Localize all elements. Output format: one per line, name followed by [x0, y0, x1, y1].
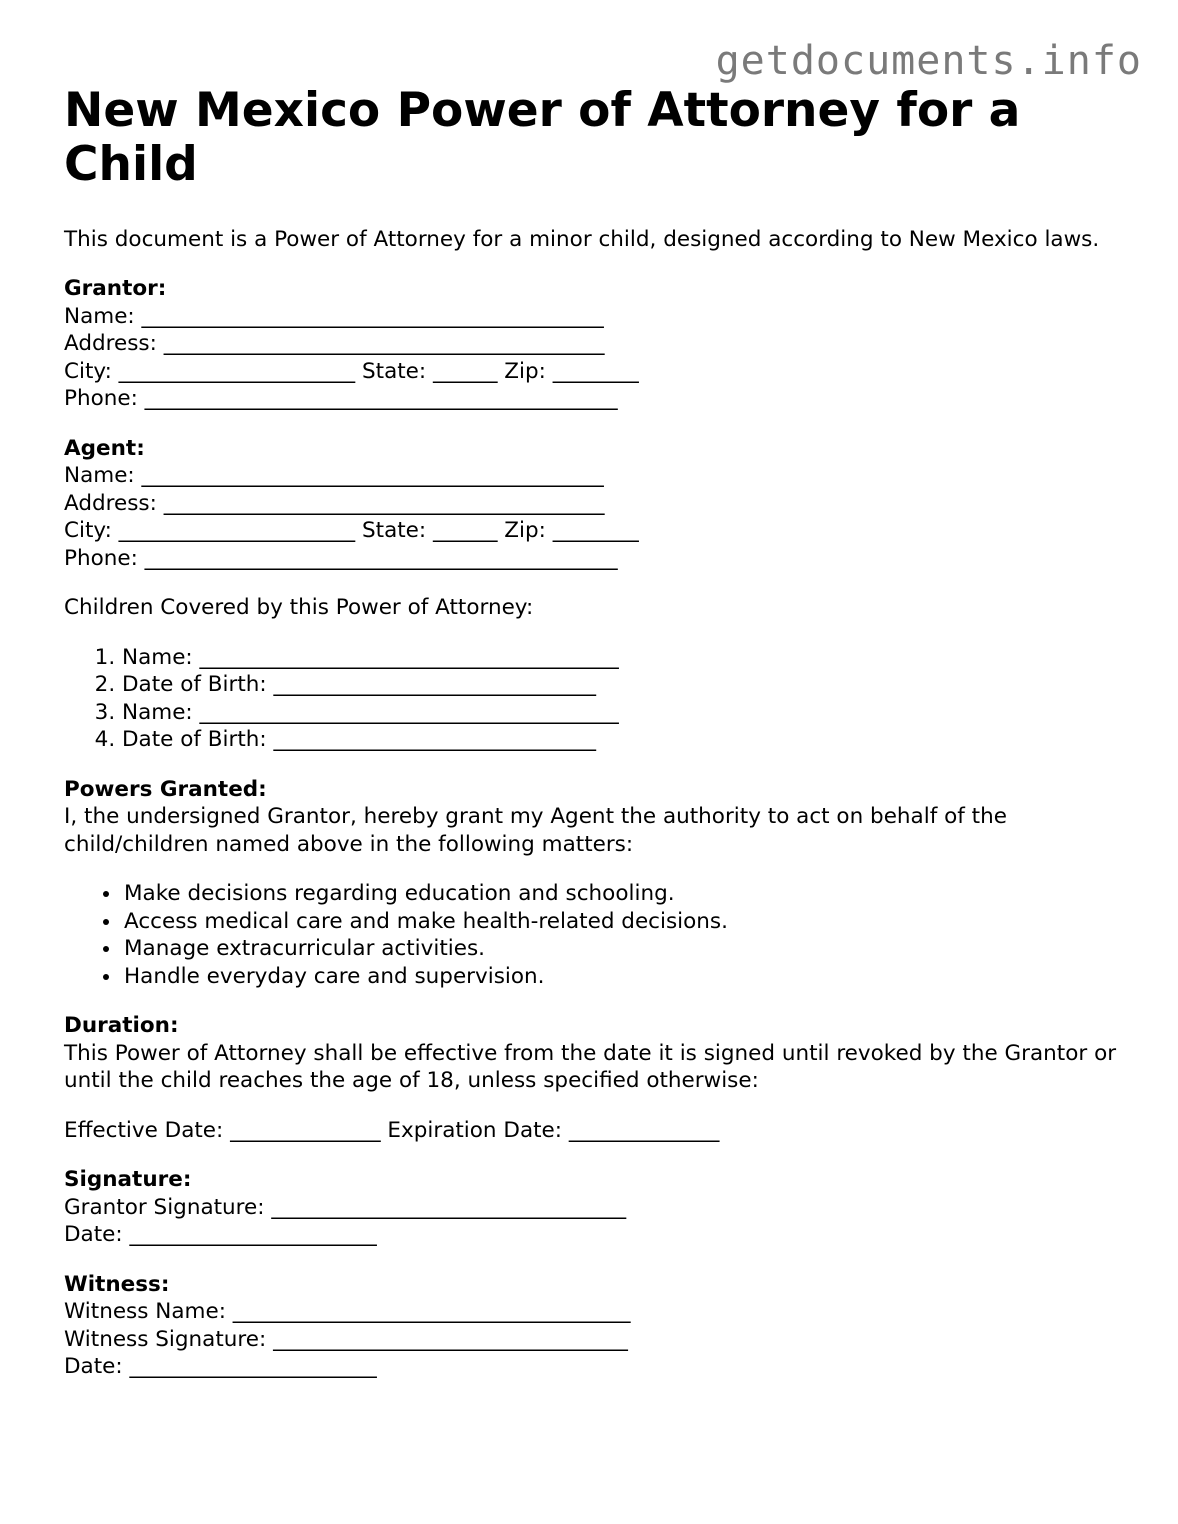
- child-dob-field-2[interactable]: 4. Date of Birth: ______________________________: [122, 726, 1124, 754]
- powers-heading: Powers Granted:: [64, 776, 267, 802]
- signature-heading: Signature:: [64, 1167, 192, 1192]
- agent-phone-field[interactable]: Phone: ____________________________________________: [64, 545, 618, 571]
- power-item: • Make decisions regarding education and schooling.: [122, 880, 1124, 908]
- children-section: [64, 594, 1124, 754]
- duration-heading: Duration:: [64, 1013, 179, 1038]
- witness-section: [64, 1271, 1124, 1381]
- children-list: [64, 644, 1124, 754]
- witness-signature-field[interactable]: Witness Signature: _________________________________: [64, 1326, 628, 1352]
- duration-text: This Power of Attorney shall be effective from the date it is signed until revoked by the Grantor or until the child reaches the age of 18, unless specified otherwise:: [64, 1040, 1117, 1093]
- agent-city-state-zip-field[interactable]: City: ______________________ State: ______ Zip: ________: [64, 518, 639, 543]
- children-intro: Children Covered by this Power of Attorney:: [64, 595, 534, 620]
- duration-dates-field[interactable]: Effective Date: ______________ Expiration Date: ______________: [64, 1117, 720, 1143]
- witness-date-field[interactable]: Date: _______________________: [64, 1354, 377, 1379]
- grantor-heading: Grantor:: [64, 276, 167, 301]
- power-item: • Access medical care and make health-related decisions.: [122, 908, 1124, 936]
- witness-name-field[interactable]: Witness Name: _____________________________________: [64, 1299, 631, 1324]
- agent-section: [64, 435, 1124, 573]
- grantor-signature-field[interactable]: Grantor Signature: _________________________________: [64, 1194, 627, 1220]
- agent-address-field[interactable]: Address: _________________________________________: [64, 490, 605, 516]
- powers-section: [64, 776, 1124, 991]
- watermark: getdocuments.info: [715, 38, 1142, 84]
- grantor-signature-date-field[interactable]: Date: _______________________: [64, 1222, 377, 1247]
- witness-heading: Witness:: [64, 1271, 170, 1297]
- intro-text: This document is a Power of Attorney for a minor child, designed according to New Mexico laws.: [64, 227, 1100, 252]
- grantor-phone-field[interactable]: Phone: ____________________________________________: [64, 386, 618, 411]
- grantor-address-field[interactable]: Address: _________________________________________: [64, 331, 605, 356]
- duration-section: [64, 1012, 1124, 1144]
- child-dob-field-1[interactable]: 2. Date of Birth: ______________________________: [122, 671, 1124, 699]
- powers-text: I, the undersigned Grantor, hereby grant my Agent the authority to act on behalf of the child/children named above in the following matters:: [64, 804, 1007, 857]
- grantor-section: [64, 275, 1124, 413]
- signature-section: [64, 1166, 1124, 1249]
- page-title: New Mexico Power of Attorney for a Child: [64, 83, 1021, 192]
- power-item: • Handle everyday care and supervision.: [122, 963, 1124, 991]
- grantor-name-field[interactable]: Name: ___________________________________________: [64, 303, 604, 329]
- agent-name-field[interactable]: Name: ___________________________________________: [64, 463, 604, 488]
- grantor-city-state-zip-field[interactable]: City: ______________________ State: ______ Zip: ________: [64, 358, 639, 384]
- agent-heading: Agent:: [64, 435, 145, 461]
- document-page: [64, 84, 1124, 1381]
- power-item: • Manage extracurricular activities.: [122, 935, 1124, 963]
- child-name-field-2[interactable]: 3. Name: _______________________________________: [122, 699, 1124, 727]
- powers-list: [64, 880, 1124, 990]
- child-name-field-1[interactable]: 1. Name: _______________________________________: [122, 644, 1124, 672]
